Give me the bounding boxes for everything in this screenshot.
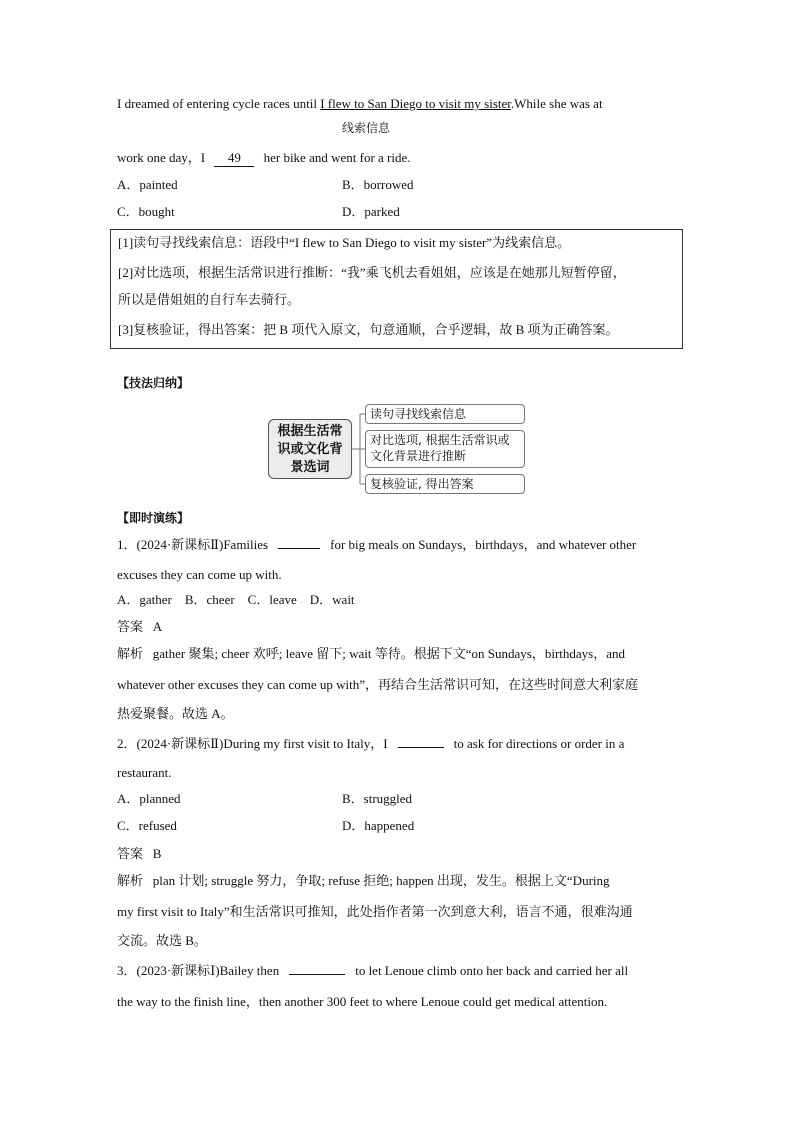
center-text: 识或文化背 <box>277 442 343 457</box>
question-text: 3．(2023·新课标Ⅰ)Bailey then <box>117 963 280 978</box>
clue-underline: I flew to San Diego to visit my sister <box>320 96 511 111</box>
summary-heading: 【技法归纳】 <box>117 376 190 390</box>
analysis-box <box>110 229 683 349</box>
q1-line-2: excuses they can come up with. <box>117 567 282 582</box>
q2-option-a: A．planned <box>117 791 181 806</box>
analysis-text: gather 聚集; cheer 欢呼; leave 留下; wait 等待。根据下文“on Sundays，birthdays，and <box>152 646 626 661</box>
q2-option-b: B．struggled <box>342 791 413 806</box>
q2-line-2: restaurant. <box>117 765 172 780</box>
analysis-line: [2]对比选项，根据生活常识进行推断：“我”乘飞机去看姐姐，应该是在她那儿短暂停留， <box>118 265 626 280</box>
method-center-box <box>268 419 352 479</box>
step-text: 文化背景进行推断 <box>370 449 467 463</box>
question-text: to ask for directions or order in a <box>453 736 625 751</box>
practice-heading: 【即时演练】 <box>117 511 190 525</box>
q2-analysis-2: my first visit to Italy”和生活常识可推知，此处指作者第一次到意大利，语言不通，很难沟通 <box>117 904 633 919</box>
option-b: B．borrowed <box>342 177 414 192</box>
q1-analysis-2: whatever other excuses they can come up with”，再结合生活常识可知，在这些时间意大利家庭 <box>117 677 638 692</box>
question-text: 1．(2024·新课标Ⅱ)Families <box>117 537 269 552</box>
option-d: D．parked <box>342 204 400 219</box>
option-c: C．bought <box>117 204 175 219</box>
q3-line-1 <box>117 962 628 980</box>
step-box-1 <box>365 404 525 424</box>
answer-blank <box>398 747 444 748</box>
option-a: A．painted <box>117 177 178 192</box>
answer-value: A <box>152 619 163 634</box>
q2-option-c: C．refused <box>117 818 177 833</box>
analysis-line: 所以是借姐姐的自行车去骑行。 <box>118 292 301 307</box>
answer-blank <box>278 548 320 549</box>
analysis-label: 解析 <box>117 873 144 888</box>
step-text: 对比选项, 根据生活常识或 <box>370 433 510 447</box>
step-box-3 <box>365 474 525 494</box>
question-text: 2．(2024·新课标Ⅱ)During my first visit to Italy，I <box>117 736 388 751</box>
q3-line-2: the way to the finish line，then another 300 feet to where Lenoue could get medical attention. <box>117 994 608 1009</box>
step-text: 复核验证, 得出答案 <box>370 477 474 491</box>
answer-label: 答案 <box>117 619 144 634</box>
question-text: for big meals on Sundays，birthdays，and whatever other <box>330 537 637 552</box>
analysis-line: [1]读句寻找线索信息：语段中“I flew to San Diego to visit my sister”为线索信息。 <box>118 235 571 250</box>
q2-analysis-1 <box>117 872 610 890</box>
answer-blank <box>289 974 345 975</box>
q1-answer <box>117 618 162 636</box>
answer-value: B <box>152 846 162 861</box>
question-text: to let Lenoue climb onto her back and carried her all <box>355 963 629 978</box>
q2-line-1 <box>117 735 624 753</box>
center-text: 景选词 <box>290 460 330 475</box>
analysis-label: 解析 <box>117 646 144 661</box>
q1-analysis-3: 热爱聚餐。故选 A。 <box>117 706 234 721</box>
q2-option-d: D．happened <box>342 818 415 833</box>
example-line-2 <box>117 149 411 167</box>
step-box-2 <box>365 430 525 468</box>
example-text: .While she was at <box>510 96 603 111</box>
example-text: her bike and went for a ride. <box>260 150 411 165</box>
q1-options: A．gather B．cheer C．leave D．wait <box>117 592 355 607</box>
clue-label: 线索信息 <box>342 121 391 135</box>
analysis-line: [3]复核验证，得出答案：把 B 项代入原文，句意通顺，合乎逻辑，故 B 项为正确答案。 <box>118 322 619 337</box>
step-text: 读句寻找线索信息 <box>370 407 467 421</box>
example-text: I dreamed of entering cycle races until <box>117 96 321 111</box>
analysis-text: plan 计划; struggle 努力，争取; refuse 拒绝; happen 出现，发生。根据上文“During <box>152 873 610 888</box>
q1-line-1 <box>117 536 636 554</box>
q1-analysis-1 <box>117 645 625 663</box>
center-text: 根据生活常 <box>277 424 343 439</box>
q2-analysis-3: 交流。故选 B。 <box>117 933 207 948</box>
answer-label: 答案 <box>117 846 144 861</box>
answer-blank: 49 <box>214 150 254 167</box>
method-diagram <box>268 402 530 498</box>
q2-answer <box>117 845 161 863</box>
example-text: work one day，I <box>117 150 209 165</box>
example-line-1 <box>117 95 603 113</box>
